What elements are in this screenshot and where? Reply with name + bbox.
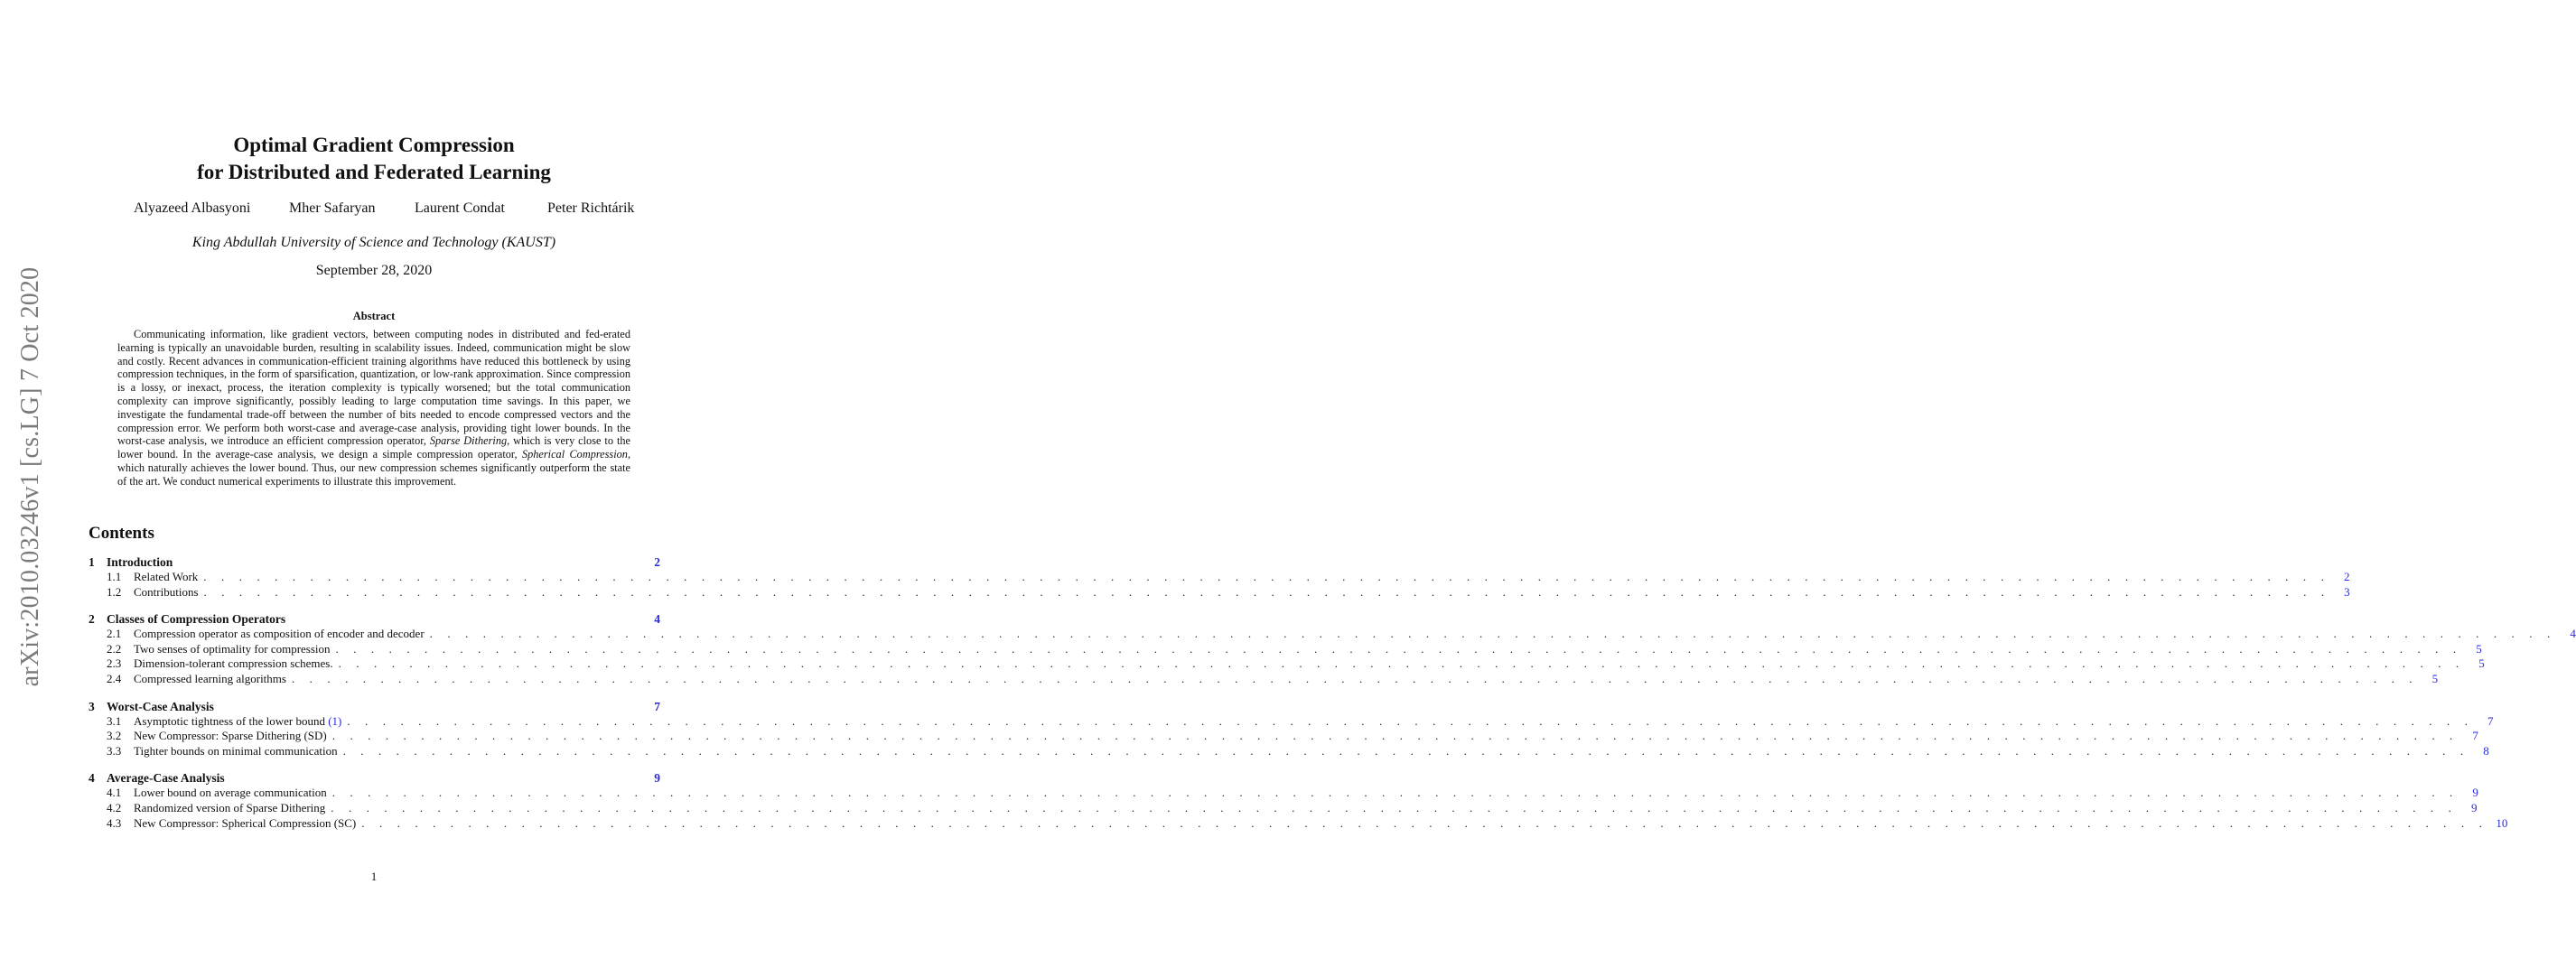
toc-leader: . . . . . . . . . . . . . . . . . . . . . . . . . . . . . . . . . . . . . . . . . . . . . . . . . . . . . . . . . . . . . . . . . . . . . . . . . . . . . . . . . . . . . . . . . . . . . . . . . . . . . . . . . . . . . . . . . . . . . . . . — [331, 729, 2459, 743]
toc-section-number: 3 — [89, 699, 95, 713]
toc-page-link[interactable]: 5 — [2431, 671, 2439, 685]
page-number: 1 — [370, 870, 378, 883]
toc-leader: . . . . . . . . . . . . . . . . . . . . . . . . . . . . . . . . . . . . . . . . . . . . . . . . . . . . . . . . . . . . . . . . . . . . . . . . . . . . . . . . . . . . . . . . . . . . . . . . . . . . . . . . . . . . . . . . . . . . . . . . — [361, 815, 2488, 830]
toc-subsection-title-text: New Compressor: Spherical Compression (SC) — [134, 815, 357, 830]
toc-subsection-number: 2.4 — [107, 671, 122, 685]
toc-subsection-title[interactable] — [134, 656, 339, 672]
toc-subsection-title-text: Compressed learning algorithms — [134, 671, 286, 685]
toc-subsection-title-text: Dimension-tolerant compression schemes. — [134, 656, 333, 671]
toc-entry-section[interactable] — [89, 699, 660, 714]
toc-leader: . . . . . . . . . . . . . . . . . . . . . . . . . . . . . . . . . . . . . . . . . . . . . . . . . . . . . . . . . . . . . . . . . . . . . . . . . . . . . . . . . . . . . . . . . . . . . . . . . . . . . . . . . . . . . . . . . . . . . . . . — [342, 743, 2469, 758]
toc-page-link[interactable]: 9 — [2470, 800, 2478, 814]
table-of-contents — [89, 554, 2576, 842]
toc-entry-section[interactable] — [89, 611, 660, 627]
toc-leader: . . . . . . . . . . . . . . . . . . . . . . . . . . . . . . . . . . . . . . . . . . . . . . . . . . . . . . . . . . . . . . . . . . . . . . . . . . . . . . . . . . . . . . . . . . . . . . . . . . . . . . . . . . . . . . . . . . . . . . . . — [331, 786, 2459, 800]
toc-subsection-title[interactable] — [134, 816, 361, 832]
toc-entry-subsection[interactable] — [89, 743, 2489, 759]
toc-subsection-number: 3.1 — [107, 713, 122, 728]
toc-subsection-number: 1.1 — [107, 570, 122, 583]
abstract-part-1: Communicating information, like gradient vectors, between computing nodes in distributed and fed-erated learning is typically an unavoidable burden, resulting in scalability issues. Indeed, communication might be slow and costly. Recent advances in communication-efficient training algorithms have reduced this bottleneck by using compression techniques, in the form of sparsification, quantization, or low-rank approximation. Since compression is a lossy, or inexact, process, the iteration complexity is typically worsened; but the total communication complexity can improve significantly, possibly leading to large computation time savings. In this paper, we investigate the fundamental trade-off between the number of bits needed to encode compressed vectors and the compression error. We perform both worst-case and average-case analysis, providing tight lower bounds. In the worst-case analysis, we introduce an efficient compression operator, — [117, 328, 630, 448]
toc-section — [89, 554, 2350, 600]
toc-page-link[interactable]: 7 — [654, 699, 660, 713]
abstract-text — [117, 328, 630, 489]
toc-leader: . . . . . . . . . . . . . . . . . . . . . . . . . . . . . . . . . . . . . . . . . . . . . . . . . . . . . . . . . . . . . . . . . . . . . . . . . . . . . . . . . . . . . . . . . . . . . . . . . . . . . . . . . . . . . . . . . . . . . . . . — [429, 627, 2556, 641]
toc-page-link[interactable]: 2 — [2343, 570, 2350, 583]
toc-subsection-title[interactable] — [134, 642, 336, 657]
toc-subsection-title-text: New Compressor: Sparse Dithering (SD) — [134, 729, 327, 743]
toc-leader: . . . . . . . . . . . . . . . . . . . . . . . . . . . . . . . . . . . . . . . . . . . . . . . . . . . . . . . . . . . . . . . . . . . . . . . . . . . . . . . . . . . . . . . . . . . . . . . . . . . . . . . . . . . . . . . . . . . . . . . . — [347, 713, 2474, 728]
toc-subsection-number: 2.1 — [107, 627, 122, 641]
toc-subsection-title-text: Lower bound on average communication — [134, 786, 327, 800]
toc-entry-subsection[interactable] — [89, 815, 2508, 832]
toc-section-title[interactable]: Worst-Case Analysis — [107, 699, 219, 714]
toc-page-link[interactable]: 5 — [2476, 641, 2482, 656]
toc-page-link[interactable]: 4 — [654, 612, 660, 627]
toc-section-number: 4 — [89, 771, 95, 786]
paper-title — [0, 132, 748, 186]
toc-page-link[interactable]: 7 — [2472, 729, 2478, 743]
contents-heading: Contents — [89, 524, 154, 543]
toc-subsection-title[interactable] — [134, 585, 204, 600]
toc-leader: . . . . . . . . . . . . . . . . . . . . . . . . . . . . . . . . . . . . . . . . . . . . . . . . . . . . . . . . . . . . . . . . . . . . . . . . . . . . . . . . . . . . . . . . . . . . . . . . . . . . . . . . . . . . . . . . . . . . . . . . — [338, 656, 2465, 671]
toc-page-link[interactable]: 9 — [2472, 786, 2478, 800]
affiliation: King Abdullah University of Science and Technology (KAUST) — [191, 235, 556, 250]
title-line-1: Optimal Gradient Compression — [233, 134, 515, 156]
author-list — [0, 200, 748, 219]
toc-subsection-title-text: Compression operator as composition of encoder and decoder — [134, 627, 425, 641]
toc-subsection-title[interactable] — [134, 744, 343, 759]
toc-entry-subsection[interactable] — [89, 729, 2478, 744]
abstract-heading: Abstract — [352, 310, 396, 322]
toc-section-title[interactable]: Classes of Compression Operators — [107, 611, 291, 627]
toc-section — [89, 770, 2508, 831]
arxiv-identifier-stamp[interactable]: arXiv:2010.03246v1 [cs.LG] 7 Oct 2020 — [16, 266, 44, 687]
toc-page-link[interactable]: 7 — [2487, 713, 2494, 728]
toc-subsection-number: 2.2 — [107, 641, 122, 656]
abstract-term-spherical-compression: Spherical Compression — [521, 448, 628, 461]
toc-subsection-title-text: Related Work — [134, 570, 199, 583]
toc-section-number: 1 — [89, 555, 95, 569]
toc-page-link[interactable]: 2 — [654, 555, 660, 569]
toc-subsection-number: 3.2 — [107, 729, 122, 743]
author-name: Peter Richtárik — [547, 200, 635, 216]
toc-entry-subsection[interactable] — [89, 656, 2485, 672]
toc-entry-subsection[interactable] — [89, 584, 2350, 600]
abstract-part-3: , which naturally achieves the lower bound. Thus, our new compression schemes significantly outperform the state of the art. We conduct numerical experiments to illustrate this improvement. — [117, 448, 631, 488]
toc-subsection-title-text: Contributions — [134, 584, 199, 599]
toc-page-link[interactable]: 5 — [2478, 656, 2485, 671]
toc-subsection-title-text: Asymptotic tightness of the lower bound — [134, 713, 325, 728]
toc-leader: . . . . . . . . . . . . . . . . . . . . . . . . . . . . . . . . . . . . . . . . . . . . . . . . . . . . . . . . . . . . . . . . . . . . . . . . . . . . . . . . . . . . . . . . . . . . . . . . . . . . . . . . . . . . . . . . . . . . . . . . — [291, 671, 2419, 685]
toc-entry-section[interactable] — [89, 770, 660, 786]
toc-section-title[interactable]: Introduction — [107, 554, 178, 570]
toc-entry-subsection[interactable] — [89, 570, 2350, 585]
title-line-2: for Distributed and Federated Learning — [197, 161, 551, 183]
toc-leader: . . . . . . . . . . . . . . . . . . . . . . . . . . . . . . . . . . . . . . . . . . . . . . . . . . . . . . . . . . . . . . . . . . . . . . . . . . . . . . . . . . . . . . . . . . . . . . . . . . . . . . . . . . . . . . . . . . . . . . . . — [203, 570, 2330, 583]
abstract-part-2: , which is very close to the lower bound. In the average-case analysis, we design a simple compression operator, — [117, 434, 630, 461]
author-name: Alyazeed Albasyoni — [134, 200, 251, 216]
toc-subsection-title[interactable] — [134, 672, 292, 687]
toc-subsection-title[interactable] — [134, 729, 332, 744]
equation-reference-link[interactable]: (1) — [328, 713, 342, 728]
author-name: Laurent Condat — [415, 200, 505, 216]
abstract-term-sparse-dithering: Sparse Dithering — [429, 434, 508, 448]
toc-section — [89, 699, 2494, 759]
toc-leader: . . . . . . . . . . . . . . . . . . . . . . . . . . . . . . . . . . . . . . . . . . . . . . . . . . . . . . . . . . . . . . . . . . . . . . . . . . . . . . . . . . . . . . . . . . . . . . . . . . . . . . . . . . . . . . . . . . . . . . . . — [335, 641, 2462, 656]
toc-section-title[interactable]: Average-Case Analysis — [107, 770, 230, 786]
publication-date: September 28, 2020 — [315, 263, 433, 278]
toc-page-link[interactable]: 8 — [2483, 743, 2489, 758]
toc-subsection-number: 3.3 — [107, 743, 122, 758]
author-name: Mher Safaryan — [289, 200, 376, 216]
toc-subsection-number: 2.3 — [107, 656, 122, 671]
toc-subsection-title-text: Tighter bounds on minimal communication — [134, 743, 338, 758]
toc-entry-subsection[interactable] — [89, 786, 2478, 801]
toc-entry-subsection[interactable] — [89, 627, 2576, 642]
toc-subsection-title[interactable] — [134, 786, 332, 801]
toc-subsection-title-text: Randomized version of Sparse Dithering — [134, 800, 326, 814]
toc-subsection-number: 4.1 — [107, 786, 122, 800]
toc-subsection-title[interactable] — [134, 570, 203, 585]
toc-page-link[interactable]: 9 — [654, 771, 660, 786]
toc-subsection-title[interactable] — [134, 801, 331, 816]
toc-entry-subsection[interactable] — [89, 713, 2494, 730]
toc-entry-subsection[interactable] — [89, 800, 2478, 816]
toc-subsection-title[interactable] — [134, 627, 430, 642]
toc-leader: . . . . . . . . . . . . . . . . . . . . . . . . . . . . . . . . . . . . . . . . . . . . . . . . . . . . . . . . . . . . . . . . . . . . . . . . . . . . . . . . . . . . . . . . . . . . . . . . . . . . . . . . . . . . . . . . . . . . . . . . — [203, 584, 2330, 599]
toc-entry-subsection[interactable] — [89, 641, 2482, 657]
toc-entry-section[interactable] — [89, 554, 660, 570]
toc-section-number: 2 — [89, 612, 95, 627]
toc-page-link[interactable]: 10 — [2496, 815, 2508, 830]
toc-subsection-number: 4.2 — [107, 800, 122, 814]
toc-leader: . . . . . . . . . . . . . . . . . . . . . . . . . . . . . . . . . . . . . . . . . . . . . . . . . . . . . . . . . . . . . . . . . . . . . . . . . . . . . . . . . . . . . . . . . . . . . . . . . . . . . . . . . . . . . . . . . . . . . . . . — [331, 800, 2458, 814]
toc-section — [89, 611, 2576, 686]
toc-entry-subsection[interactable] — [89, 671, 2439, 687]
toc-page-link[interactable]: 3 — [2344, 584, 2350, 599]
toc-subsection-title-text: Two senses of optimality for compression — [134, 641, 331, 656]
toc-page-link[interactable]: 4 — [2570, 627, 2576, 641]
toc-subsection-number: 4.3 — [107, 815, 122, 830]
toc-subsection-title[interactable] — [134, 714, 347, 730]
toc-subsection-number: 1.2 — [107, 584, 122, 599]
